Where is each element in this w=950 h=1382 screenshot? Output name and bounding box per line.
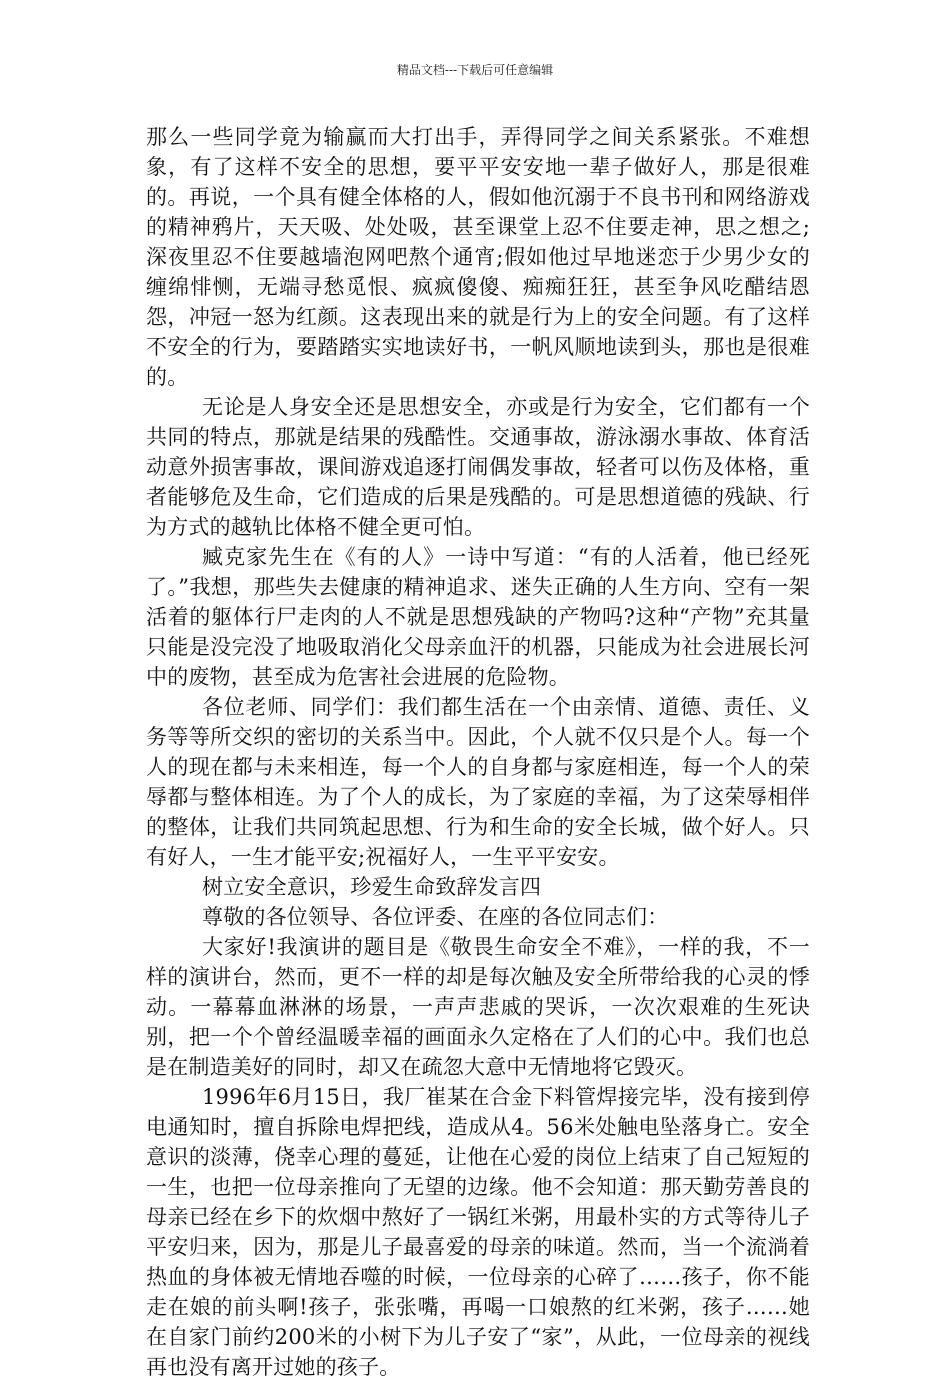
- salutation: 尊敬的各位领导、各位评委、在座的各位同志们：: [202, 905, 669, 929]
- paragraph-8: 1996年6月15日，我厂崔某在合金下料管焊接完毕，没有接到停电通知时，擅自拆除电焊把线，造成从4。56米处触电坠落身亡。安全意识的淡薄，侥幸心理的蔓延，让他在心爱的岗位上结束了自己短短的一生，也把一位母亲推向了无望的边缘。他不会知道：那天勤劳善良的母亲已经在乡下的炊烟中熬好了一锅红米粥，用最朴实的方式等待儿子平安归来，因为，那是儿子最喜爱的母亲的味道。然而，当一个流淌着热血的身体被无情地吞噬的时候，一位母亲的心碎了……孩子，你不能走在娘的前头啊!孩子，张张嘴，再喝一口娘熬的红米粥，孩子……她在自家门前约200米的小树下为儿子安了“家”，从此，一位母亲的视线再也没有离开过她的孩子。: [146, 1085, 810, 1379]
- paragraph-4: 各位老师、同学们：我们都生活在一个由亲情、道德、责任、义务等等所交织的密切的关系当中。因此，个人就不仅只是个人。每一个人的现在都与未来相连，每一个人的自身都与家庭相连，每一个人的荣辱都与整体相连。为了个人的成长，为了家庭的幸福，为了这荣辱相伴的整体，让我们共同筑起思想、行为和生命的安全长城，做个好人。只有好人，一生才能平安;祝福好人，一生平平安安。: [146, 695, 810, 869]
- paragraph-7: 大家好!我演讲的题目是《敬畏生命安全不难》，一样的我，不一样的演讲台，然而，更不一样的却是每次触及安全所带给我的心灵的悸动。一幕幕血淋淋的场景，一声声悲戚的哭诉，一次次艰难的生死诀别，把一个个曾经温暖幸福的画面永久定格在了人们的心中。我们也总是在制造美好的同时，却又在疏忽大意中无情地将它毁灭。: [146, 935, 810, 1079]
- section-title: 树立安全意识，珍爱生命致辞发言四: [202, 875, 542, 899]
- paragraph-3: 臧克家先生在《有的人》一诗中写道：“有的人活着，他已经死了。”我想，那些失去健康的精神追求、迷失正确的人生方向、空有一架活着的躯体行尸走肉的人不就是思想残缺的产物吗?这种“产物”充其量只能是没完没了地吸取消化父母亲血汗的机器，只能成为社会进展长河中的废物，甚至成为危害社会进展的危险物。: [146, 545, 810, 689]
- document-body: [146, 122, 810, 1382]
- paragraph-1: 那么一些同学竟为输赢而大打出手，弄得同学之间关系紧张。不难想象，有了这样不安全的思想，要平平安安地一辈子做好人，那是很难的。再说，一个具有健全体格的人，假如他沉溺于不良书刊和网络游戏的精神鸦片，天天吸、处处吸，甚至课堂上忍不住要走神，思之想之;深夜里忍不住要越墙泡网吧熬个通宵;假如他过早地迷恋于少男少女的缠绵悱恻，无端寻愁觅恨、疯疯傻傻、痴痴狂狂，甚至争风吃醋结恩怨，冲冠一怒为红颜。这表现出来的就是行为上的安全问题。有了这样不安全的行为，要踏踏实实地读好书，一帆风顺地读到头，那也是很难的。: [146, 125, 810, 389]
- paragraph-2: 无论是人身安全还是思想安全，亦或是行为安全，它们都有一个共同的特点，那就是结果的残酷性。交通事故，游泳溺水事故、体育活动意外损害事故，课间游戏追逐打闹偶发事故，轻者可以伤及体格，重者能够危及生命，它们造成的后果是残酷的。可是思想道德的残缺、行为方式的越轨比体格不健全更可怕。: [146, 395, 810, 539]
- page-header: 精品文档---下载后可任意编辑: [396, 63, 554, 77]
